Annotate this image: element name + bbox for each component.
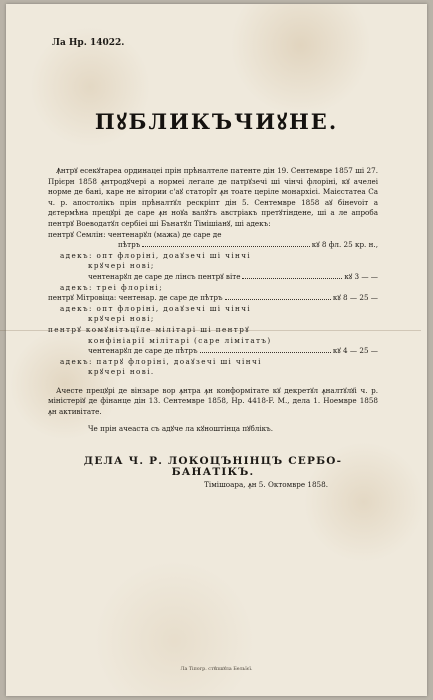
price-row: адекъ: опт флоріні, доаꙋзечі ші чінчі — [60, 303, 252, 313]
leader-dots — [200, 352, 331, 353]
price-row: пентрꙋ Мітровіца: чентенар. де саре де пѣтръ кꙋ 8 — 25 — — [48, 293, 378, 303]
price-row: пентрꙋ Семлін: чентенарꙋл (мажа) де саре де — [48, 229, 222, 239]
intro-paragraph: Ꙟнтрꙋ есекꙋтареа ординацеі прін прѣналтеле патенте дін 19. Сентемвре 1857 ші 27. Прієрн 1858 ꙟнтродꙋчері а нормеі легале де патрꙋзечі ші чінчі флоріні, кꙋ ачелеі норме де бані, каре не вітории с'аꙋ статорїт ꙟн тоате церіле монархієі. Маієстатеа Са ч. р. апостолікъ прін прѣналтꙋл рескріпт дін 5. Сентемвре 1858 аꙋ бінеvоіт а дєтермѣна прецꙋрі де саре ꙟн ноꙋа валꙋтъ австріакъ претꙋтіндене, ші а ле апроба пентрꙋ Воеводатꙋл сербіеі ші Бънатꙋл Тімішіанꙋ, ші адекъ: — [48, 166, 378, 228]
price-row: крꙋчері нові; — [88, 261, 155, 271]
price-row: пентрꙋ комꙋнітъцїле мілітарі ші пентрꙋ — [48, 324, 250, 334]
price-row: адекъ: патрꙋ флоріні, доаꙋзечі ші чінчі — [60, 356, 262, 366]
closing-paragraph: Ачесте прецꙋрі де вінзаре вор ꙟнтра ꙟн конформітате кꙋ декретꙋл ꙟналтꙋлꙋі ч. р. міністеріꙋ де фінанце дін 13. Сентемвре 1858, Нр. 4418-F. M., дела 1. Ноемвре 1858 ꙟн активітате. — [48, 385, 378, 417]
leader-dots — [142, 246, 309, 247]
price-row: адекъ: треі флоріні; — [60, 282, 164, 292]
price-row: пѣтръ кꙋ 8 фл. 25 кр. н., — [118, 240, 378, 250]
document-body — [48, 166, 378, 491]
price-row: чентенарꙋл де саре де лінсъ пентрꙋ віте кꙋ 3 — — — [88, 271, 378, 281]
leader-dots — [242, 278, 342, 279]
price-row: адекъ: опт флоріні, доаꙋзечі ші чінчі — [60, 250, 252, 260]
price-row: чентенарꙋл де саре де пѣтръ кꙋ 4 — 25 — — [88, 346, 378, 356]
price-row: конфініарії мілітарі (саре лімітатъ) — [88, 335, 272, 345]
price-row: крꙋчері нові; — [88, 314, 155, 324]
place-date: Тімішоара, ꙟн 5. Октомвре 1858. — [204, 480, 328, 490]
price-row: крꙋчері нові. — [88, 367, 155, 377]
reference-number: Ла Нр. 14022. — [52, 38, 125, 48]
issuing-authority: ДЕЛА Ч. Р. ЛОКОЦЪНІНЦЪ СЕРБО-БАНАТІКЪ. — [83, 455, 343, 478]
closing-note: Че прін ачеаста съ адꙋче ла кꙋноштінца пꙋблікъ. — [88, 423, 274, 433]
leader-dots — [225, 299, 331, 300]
page-title: ПꙋБЛИКЪЧИꙋНЕ. — [94, 109, 339, 134]
printer-imprint: Ла Тіпогр. стꙋпшꙋла Бельїєї. — [180, 667, 253, 672]
